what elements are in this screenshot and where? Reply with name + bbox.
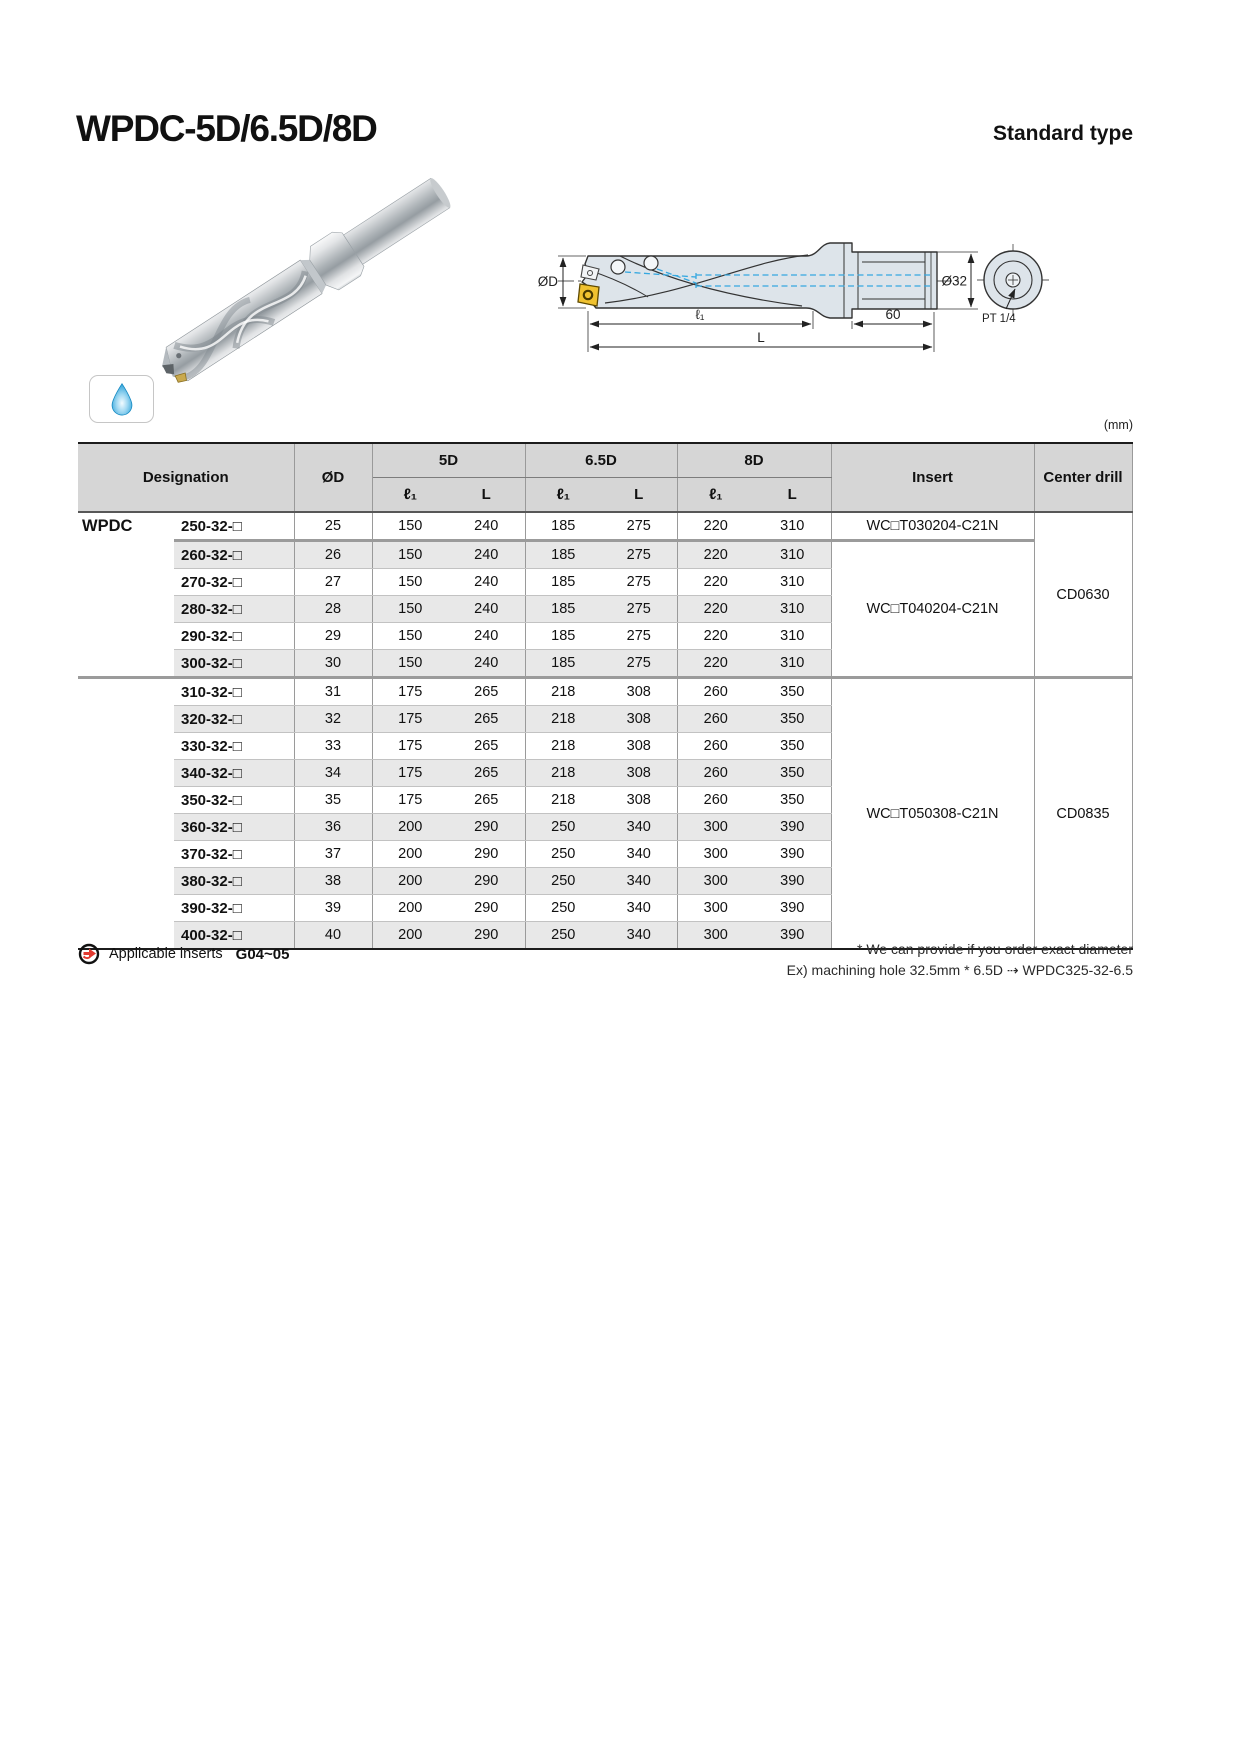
l1-cell: 150 [372,512,448,541]
l1-cell: 150 [372,650,448,678]
L-cell: 240 [448,569,525,596]
L-cell: 275 [601,650,677,678]
order-notes [787,939,1133,981]
od-cell: 31 [294,678,372,706]
L-cell: 265 [448,678,525,706]
series-prefix-cell [78,596,174,623]
l1-cell: 250 [525,868,601,895]
header-L: L [754,478,831,513]
od-cell: 36 [294,814,372,841]
l1-cell: 150 [372,596,448,623]
L-cell: 290 [448,814,525,841]
series-prefix-cell [78,541,174,569]
od-cell: 38 [294,868,372,895]
l1-cell: 185 [525,596,601,623]
L-cell: 265 [448,733,525,760]
L-cell: 240 [448,541,525,569]
order-note-line1: * We can provide if you order exact diameter [857,941,1133,957]
dim-od-label: ØD [537,274,558,289]
L-cell: 340 [601,841,677,868]
designation-cell: 380-32-□ [174,868,294,895]
l1-cell: 200 [372,841,448,868]
l1-cell: 200 [372,868,448,895]
series-prefix-cell: WPDC [78,512,174,541]
l1-cell: 185 [525,623,601,650]
l1-cell: 200 [372,922,448,950]
L-cell: 308 [601,760,677,787]
series-prefix-cell [78,678,174,706]
L-cell: 290 [448,922,525,950]
series-prefix-cell [78,650,174,678]
applicable-inserts-note [78,943,289,965]
dim-flute-length-label: ℓ₁ [695,307,705,322]
L-cell: 390 [754,814,831,841]
designation-cell: 250-32-□ [174,512,294,541]
L-cell: 308 [601,678,677,706]
header-group-5d: 5D [372,443,525,478]
L-cell: 240 [448,596,525,623]
drill-end-view [977,244,1049,325]
L-cell: 308 [601,787,677,814]
insert-cell: WC□T050308-C21N [831,678,1034,950]
L-cell: 275 [601,596,677,623]
l1-cell: 220 [677,623,754,650]
L-cell: 290 [448,868,525,895]
L-cell: 290 [448,895,525,922]
l1-cell: 218 [525,706,601,733]
od-cell: 39 [294,895,372,922]
L-cell: 340 [601,895,677,922]
header-center-drill: Center drill [1034,443,1132,512]
L-cell: 308 [601,733,677,760]
header-L: L [601,478,677,513]
L-cell: 310 [754,541,831,569]
coolant-badge [89,375,154,423]
unit-label: (mm) [1103,418,1133,432]
series-prefix-cell [78,868,174,895]
L-cell: 275 [601,623,677,650]
header-l1: ℓ₁ [677,478,754,513]
l1-cell: 260 [677,733,754,760]
designation-cell: 400-32-□ [174,922,294,950]
dim-overall-length-label: L [757,330,765,345]
L-cell: 310 [754,512,831,541]
L-cell: 350 [754,787,831,814]
insert-tip [578,284,599,306]
order-note-line2: Ex) machining hole 32.5mm * 6.5D ⇢ WPDC325-32-6.5 [786,962,1133,978]
header-od: ØD [294,443,372,512]
header-group-6-5d: 6.5D [525,443,677,478]
l1-cell: 150 [372,541,448,569]
table-row [78,541,1132,569]
dim-shank-dia-label: Ø32 [941,273,967,289]
L-cell: 340 [601,814,677,841]
header-L: L [448,478,525,513]
coolant-hole [611,260,625,274]
series-prefix-cell [78,787,174,814]
L-cell: 310 [754,650,831,678]
type-label: Standard type [992,122,1133,145]
L-cell: 310 [754,569,831,596]
l1-cell: 220 [677,569,754,596]
L-cell: 340 [601,868,677,895]
l1-cell: 250 [525,895,601,922]
L-cell: 390 [754,922,831,950]
od-cell: 37 [294,841,372,868]
applicable-inserts-label: Applicable inserts [109,946,223,962]
l1-cell: 220 [677,650,754,678]
l1-cell: 150 [372,623,448,650]
l1-cell: 150 [372,569,448,596]
drill-side-view [582,243,937,318]
l1-cell: 260 [677,760,754,787]
l1-cell: 300 [677,814,754,841]
L-cell: 265 [448,760,525,787]
product-photo [105,152,465,400]
arrow-in-circle-icon [78,943,100,965]
od-cell: 35 [294,787,372,814]
series-prefix-cell [78,706,174,733]
l1-cell: 260 [677,706,754,733]
designation-cell: 290-32-□ [174,623,294,650]
l1-cell: 220 [677,512,754,541]
insert-cell: WC□T030204-C21N [831,512,1034,541]
l1-cell: 175 [372,678,448,706]
l1-cell: 218 [525,678,601,706]
l1-cell: 218 [525,787,601,814]
l1-cell: 260 [677,678,754,706]
l1-cell: 185 [525,650,601,678]
designation-cell: 310-32-□ [174,678,294,706]
dim-shank-length-label: 60 [885,307,901,322]
designation-cell: 270-32-□ [174,569,294,596]
center-drill-cell: CD0630 [1034,512,1132,678]
l1-cell: 300 [677,841,754,868]
table-row [78,512,1132,541]
L-cell: 390 [754,841,831,868]
designation-cell: 350-32-□ [174,787,294,814]
L-cell: 240 [448,650,525,678]
designation-cell: 320-32-□ [174,706,294,733]
L-cell: 275 [601,541,677,569]
L-cell: 275 [601,569,677,596]
L-cell: 310 [754,623,831,650]
od-cell: 34 [294,760,372,787]
designation-cell: 360-32-□ [174,814,294,841]
l1-cell: 185 [525,569,601,596]
L-cell: 275 [601,512,677,541]
designation-cell: 260-32-□ [174,541,294,569]
dim-thread-label: PT 1/4 [982,313,1016,325]
L-cell: 350 [754,760,831,787]
header-l1: ℓ₁ [525,478,601,513]
l1-cell: 185 [525,541,601,569]
l1-cell: 250 [525,841,601,868]
designation-cell: 300-32-□ [174,650,294,678]
table-row [78,678,1132,706]
series-prefix-cell [78,733,174,760]
series-prefix-cell [78,895,174,922]
l1-cell: 218 [525,733,601,760]
od-cell: 28 [294,596,372,623]
L-cell: 350 [754,706,831,733]
technical-drawing [470,185,1070,360]
coolant-hole [644,256,658,270]
center-drill-cell: CD0835 [1034,678,1132,950]
l1-cell: 300 [677,922,754,950]
spec-table [78,442,1133,950]
spec-table-body [78,512,1132,949]
header-group-8d: 8D [677,443,831,478]
series-prefix-cell [78,569,174,596]
L-cell: 240 [448,623,525,650]
header-designation: Designation [78,443,294,512]
od-cell: 40 [294,922,372,950]
l1-cell: 250 [525,922,601,950]
designation-cell: 370-32-□ [174,841,294,868]
insert-cell: WC□T040204-C21N [831,541,1034,678]
designation-cell: 330-32-□ [174,733,294,760]
l1-cell: 185 [525,512,601,541]
L-cell: 240 [448,512,525,541]
designation-cell: 280-32-□ [174,596,294,623]
L-cell: 390 [754,895,831,922]
series-prefix-cell [78,814,174,841]
l1-cell: 175 [372,787,448,814]
od-cell: 33 [294,733,372,760]
applicable-inserts-value: G04~05 [235,945,290,963]
l1-cell: 218 [525,760,601,787]
series-prefix-cell [78,760,174,787]
series-prefix-cell [78,623,174,650]
l1-cell: 175 [372,706,448,733]
L-cell: 265 [448,706,525,733]
page-title: WPDC-5D/6.5D/8D [76,108,377,149]
L-cell: 310 [754,596,831,623]
od-cell: 25 [294,512,372,541]
l1-cell: 200 [372,814,448,841]
l1-cell: 300 [677,895,754,922]
od-cell: 27 [294,569,372,596]
designation-cell: 390-32-□ [174,895,294,922]
l1-cell: 220 [677,541,754,569]
od-cell: 32 [294,706,372,733]
L-cell: 350 [754,678,831,706]
L-cell: 308 [601,706,677,733]
l1-cell: 200 [372,895,448,922]
L-cell: 350 [754,733,831,760]
designation-cell: 340-32-□ [174,760,294,787]
L-cell: 390 [754,868,831,895]
od-cell: 26 [294,541,372,569]
od-cell: 30 [294,650,372,678]
L-cell: 340 [601,922,677,950]
series-prefix-cell [78,841,174,868]
L-cell: 290 [448,841,525,868]
coolant-droplet-icon [109,382,135,416]
od-cell: 29 [294,623,372,650]
header-l1: ℓ₁ [372,478,448,513]
l1-cell: 175 [372,733,448,760]
l1-cell: 250 [525,814,601,841]
l1-cell: 300 [677,868,754,895]
drill-body-photo [151,169,458,393]
header-insert: Insert [831,443,1034,512]
l1-cell: 260 [677,787,754,814]
L-cell: 265 [448,787,525,814]
l1-cell: 220 [677,596,754,623]
l1-cell: 175 [372,760,448,787]
